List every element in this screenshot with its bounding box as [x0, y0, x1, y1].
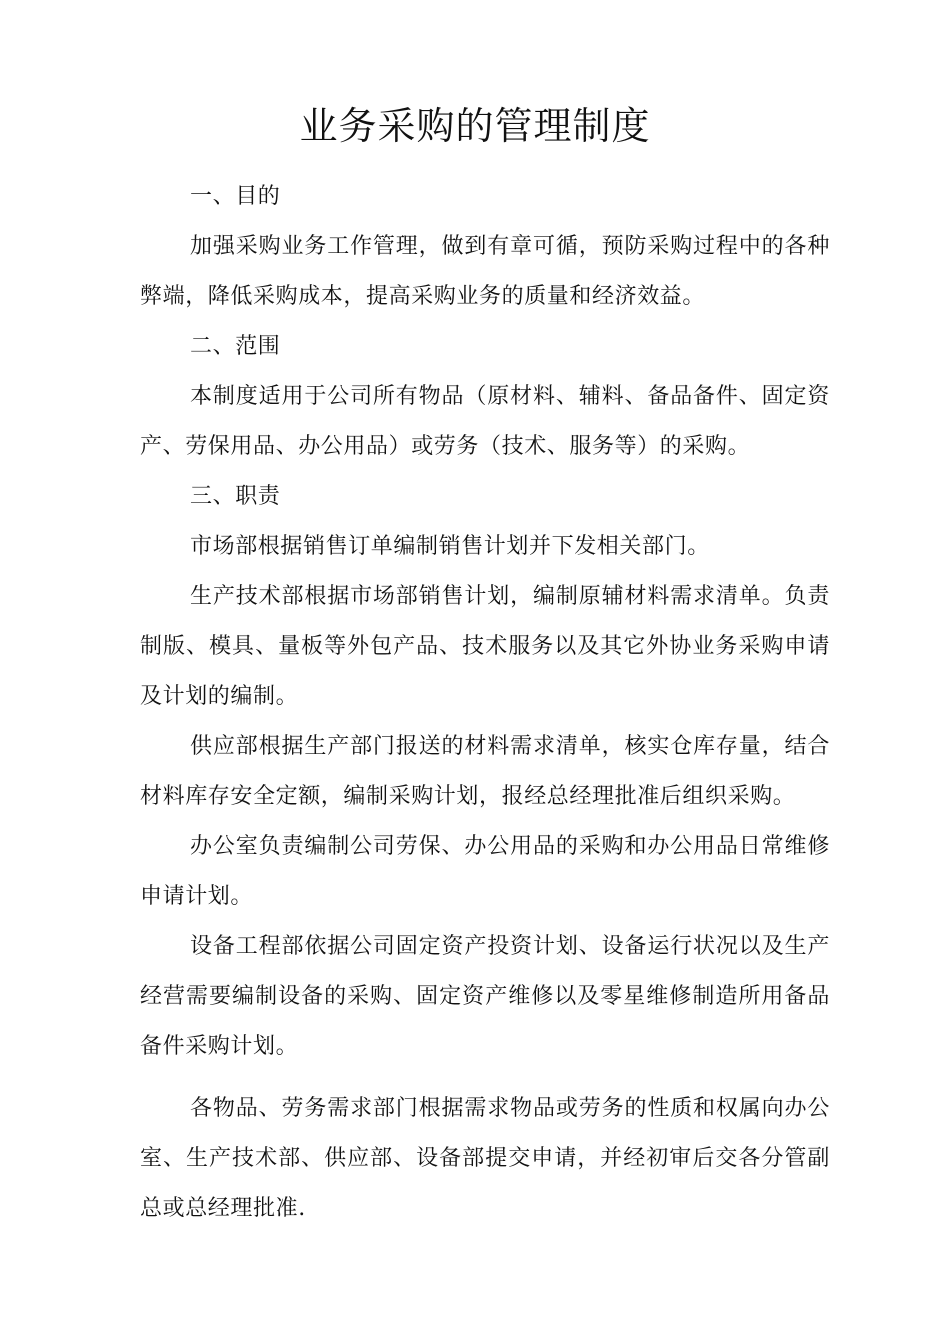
paragraph-office: 办公室负责编制公司劳保、办公用品的采购和办公用品日常维修申请计划。	[140, 834, 830, 909]
section-heading-responsibilities: 三、职责	[190, 484, 281, 509]
page-title: 业务采购的管理制度	[299, 104, 651, 148]
paragraph-equipment-dept: 设备工程部依据公司固定资产投资计划、设备运行状况以及生产经营需要编制设备的采购、固定资产维修以及零星维修制造所用备品备件采购计划。	[140, 934, 830, 1059]
paragraph-requesting-depts: 各物品、劳务需求部门根据需求物品或劳务的性质和权属向办公室、生产技术部、供应部、设备部提交申请，并经初审后交各分管副总或总经理批准.	[140, 1096, 830, 1221]
paragraph-scope: 本制度适用于公司所有物品（原材料、辅料、备品备件、固定资产、劳保用品、办公用品）或劳务（技术、服务等）的采购。	[140, 384, 830, 459]
section-heading-purpose: 一、目的	[190, 184, 281, 209]
paragraph-marketing-dept: 市场部根据销售订单编制销售计划并下发相关部门。	[190, 534, 710, 559]
paragraph-production-tech-dept: 生产技术部根据市场部销售计划，编制原辅材料需求清单。负责制版、模具、量板等外包产品、技术服务以及其它外协业务采购申请及计划的编制。	[140, 584, 830, 709]
paragraph-supply-dept: 供应部根据生产部门报送的材料需求清单，核实仓库存量，结合材料库存安全定额，编制采购计划，报经总经理批准后组织采购。	[140, 734, 830, 809]
document-body	[140, 172, 830, 1234]
paragraph-purpose: 加强采购业务工作管理，做到有章可循，预防采购过程中的各种弊端，降低采购成本，提高采购业务的质量和经济效益。	[140, 234, 830, 309]
section-heading-scope: 二、范围	[190, 334, 281, 359]
